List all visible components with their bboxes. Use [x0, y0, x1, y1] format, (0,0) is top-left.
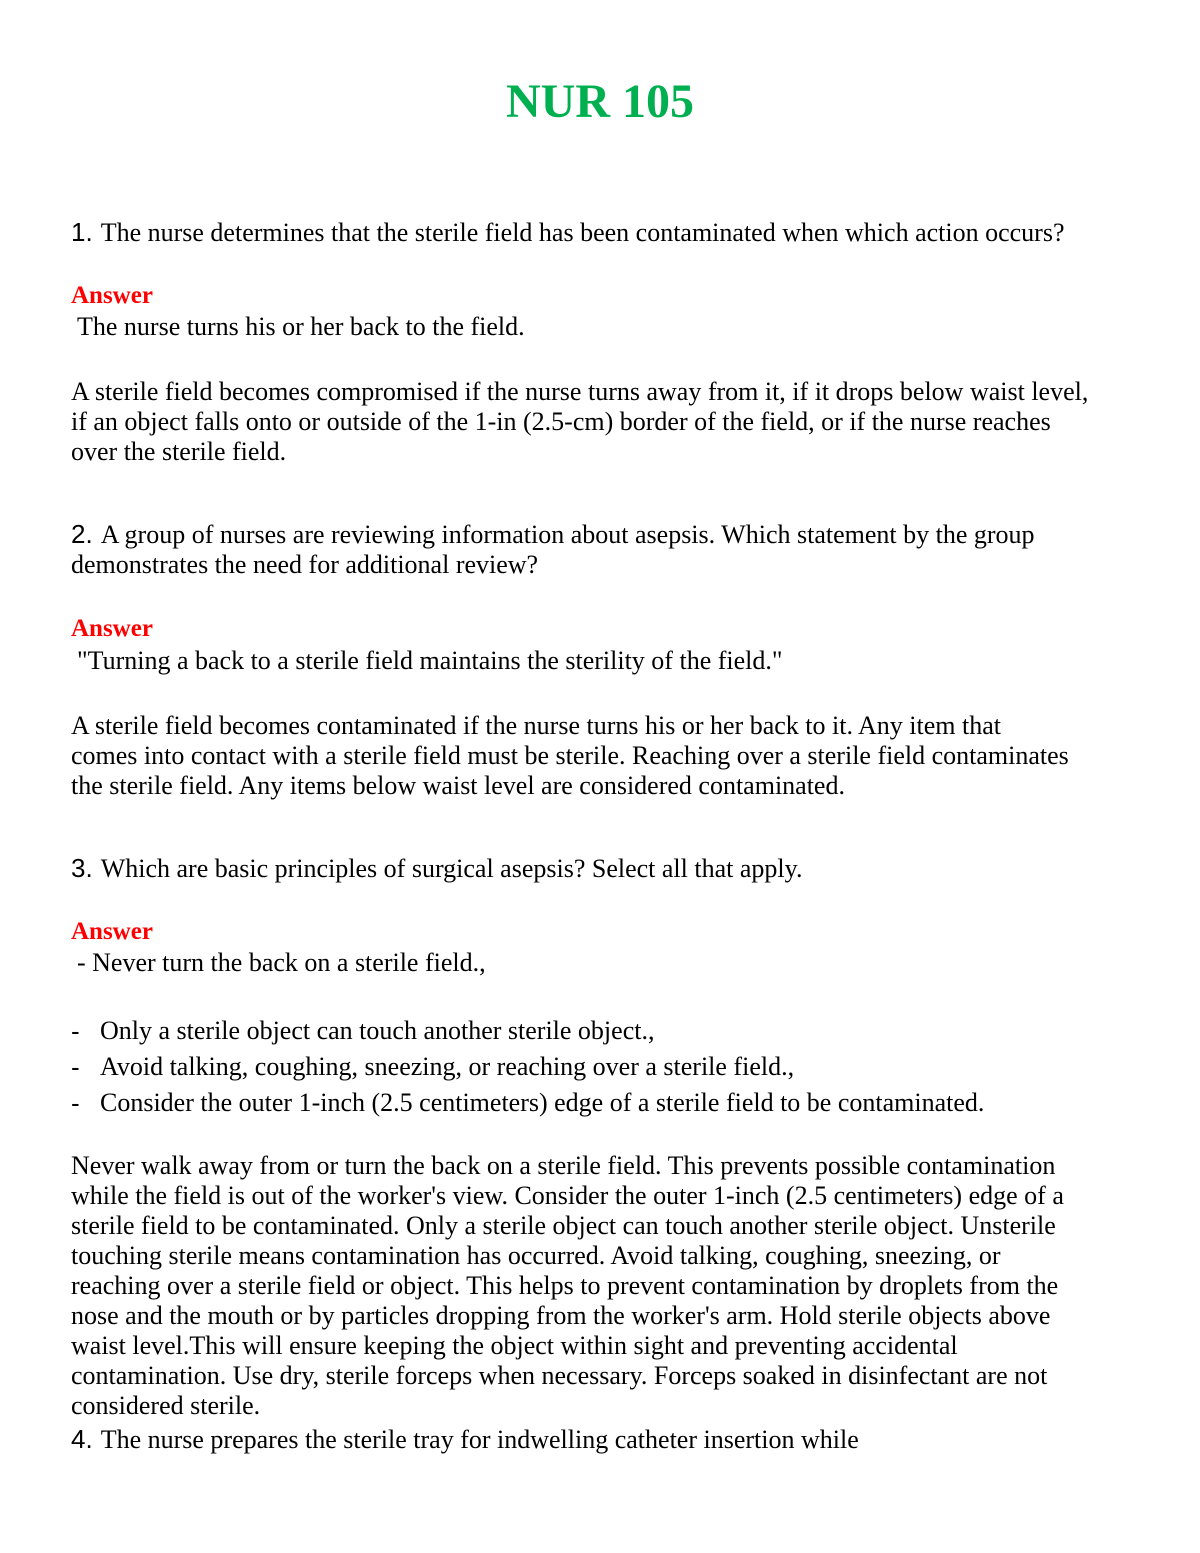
explanation-line: touching sterile means contamination has occurred. Avoid talking, coughing, sneezing, or	[71, 1241, 1001, 1270]
question-4	[71, 1424, 1141, 1455]
answer-label: Answer	[71, 918, 153, 945]
bullet-text: Consider the outer 1-inch (2.5 centimeters) edge of a sterile field to be contaminated.	[100, 1088, 985, 1117]
question-text: demonstrates the need for additional review?	[71, 550, 539, 579]
explanation-line: waist level.This will ensure keeping the object within sight and preventing accidental	[71, 1331, 958, 1360]
list-item	[71, 1013, 1141, 1049]
question-number: 2.	[71, 519, 93, 549]
explanation-line: nose and the mouth or by particles dropping from the worker's arm. Hold sterile objects above	[71, 1301, 1051, 1330]
answer-text: - Never turn the back on a sterile field.,	[77, 948, 486, 977]
explanation-line: over the sterile field.	[71, 437, 287, 466]
explanation	[71, 1151, 1131, 1421]
bullet-text: Avoid talking, coughing, sneezing, or reaching over a sterile field.,	[100, 1052, 795, 1081]
question-text: Which are basic principles of surgical asepsis? Select all that apply.	[100, 854, 803, 883]
explanation-line: considered sterile.	[71, 1391, 261, 1420]
answer-label: Answer	[71, 282, 153, 309]
explanation-line: sterile field to be contaminated. Only a sterile object can touch another sterile object. Unsterile	[71, 1211, 1056, 1240]
answer-bullet-list	[71, 1013, 1141, 1121]
page-title: NUR 105	[506, 75, 694, 128]
question-1	[71, 217, 1141, 248]
bullet-dash: -	[71, 1088, 80, 1118]
answer-text: The nurse turns his or her back to the field.	[77, 312, 525, 341]
list-item	[71, 1085, 1141, 1121]
bullet-dash: -	[71, 1052, 80, 1082]
question-text: The nurse determines that the sterile field has been contaminated when which action occurs?	[100, 218, 1065, 247]
bullet-text: Only a sterile object can touch another sterile object.,	[100, 1016, 655, 1045]
question-text: A group of nurses are reviewing information about asepsis. Which statement by the group	[100, 520, 1035, 549]
explanation	[71, 377, 1131, 467]
explanation-line: contamination. Use dry, sterile forceps when necessary. Forceps soaked in disinfectant are not	[71, 1361, 1048, 1390]
question-text: The nurse prepares the sterile tray for indwelling catheter insertion while	[100, 1425, 859, 1454]
explanation-line: A sterile field becomes compromised if the nurse turns away from it, if it drops below waist level,	[71, 377, 1089, 406]
answer-label: Answer	[71, 615, 153, 642]
question-number: 3.	[71, 853, 93, 883]
explanation-line: while the field is out of the worker's view. Consider the outer 1-inch (2.5 centimeters) edge of a	[71, 1181, 1064, 1210]
explanation-line: comes into contact with a sterile field must be sterile. Reaching over a sterile field contaminates	[71, 741, 1069, 770]
bullet-dash: -	[71, 1016, 80, 1046]
explanation	[71, 711, 1131, 801]
explanation-line: Never walk away from or turn the back on a sterile field. This prevents possible contamination	[71, 1151, 1056, 1180]
question-number: 4.	[71, 1424, 93, 1454]
answer-text: "Turning a back to a sterile field maintains the sterility of the field."	[77, 646, 783, 675]
explanation-line: if an object falls onto or outside of the 1-in (2.5-cm) border of the field, or if the nurse reaches	[71, 407, 1051, 436]
explanation-line: reaching over a sterile field or object. This helps to prevent contamination by droplets from the	[71, 1271, 1059, 1300]
list-item	[71, 1049, 1141, 1085]
question-number: 1.	[71, 217, 93, 247]
question-3	[71, 853, 1141, 884]
question-2	[71, 519, 1141, 580]
explanation-line: the sterile field. Any items below waist level are considered contaminated.	[71, 771, 845, 800]
explanation-line: A sterile field becomes contaminated if the nurse turns his or her back to it. Any item that	[71, 711, 1001, 740]
